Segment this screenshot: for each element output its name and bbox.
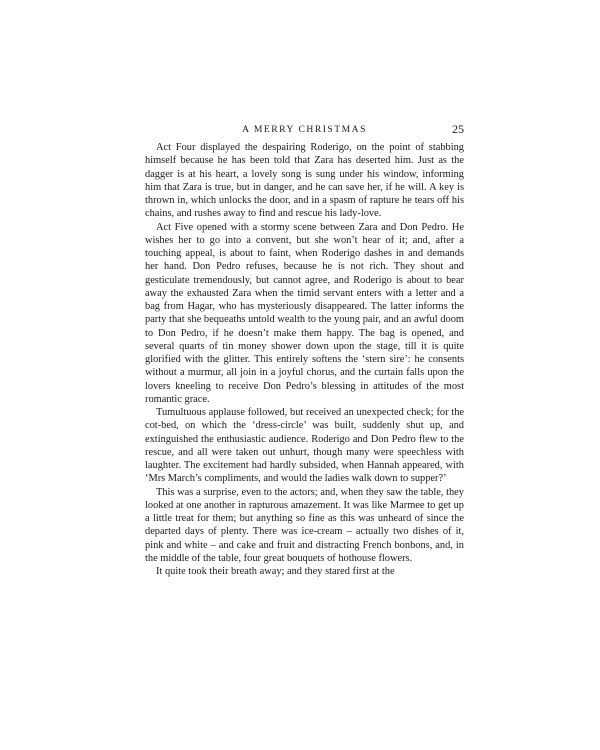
- running-title: A MERRY CHRISTMAS: [242, 124, 367, 135]
- page-number: 25: [452, 122, 464, 136]
- book-page: [145, 122, 464, 578]
- body-text: [145, 141, 464, 578]
- running-head: [145, 122, 464, 138]
- paragraph-breath-away: It quite took their breath away; and they stared first at the: [156, 566, 395, 577]
- paragraph-act-five: Act Five opened with a stormy scene between Zara and Don Pedro. He wishes her to go into a convent, but she won’t hear of it; and, after a touching appeal, is about to faint, when Roderigo dashes in and demands her hand. Don Pedro refuses, because he is not rich. They shout and gesticulate tremendously, but cannot agree, and Roderigo is about to bear away the exhausted Zara when the timid servant enters with a letter and a bag from Hagar, who has mysteriously disappeared. The latter informs the party that she bequeaths untold wealth to the young pair, and an awful doom to Don Pedro, if he doesn’t make them happy. The bag is opened, and several quarts of tin money shower down upon the stage, till it is quite glorified with the glitter. This entirely softens the ‘stern sire’: he consents without a murmur, all join in a joyful chorus, and the curtain falls upon the lovers kneeling to receive Don Pedro’s blessing in attitudes of the most romantic grace.: [145, 221, 464, 405]
- paragraph-applause: Tumultuous applause followed, but received an unexpected check; for the cot-bed, on which the ‘dress-circle’ was built, suddenly shut up, and extinguished the enthusiastic audience. Roderigo and Don Pedro flew to the rescue, and all were taken out unhurt, though many were speechless with laughter. The excitement had hardly subsided, when Hannah appeared, with ‘Mrs March’s compliments, and would the ladies walk down to supper?’: [145, 407, 464, 485]
- paragraph-act-four: Act Four displayed the despairing Roderigo, on the point of stabbing himself because he has been told that Zara has deserted him. Just as the dagger is at his heart, a lovely song is sung under his window, informing him that Zara is true, but in danger, and he can save her, if he will. A key is thrown in, which unlocks the door, and in a spasm of rapture he tears off his chains, and rushes away to find and rescue his lady-love.: [145, 142, 464, 220]
- paragraph-supper-surprise: This was a surprise, even to the actors; and, when they saw the table, they looked at one another in rapturous amazement. It was like Marmee to get up a little treat for them; but anything so fine as this was unheard of since the departed days of plenty. There was ice-cream – actually two dishes of it, pink and white – and cake and fruit and distracting French bonbons, and, in the middle of the table, four great bouquets of hothouse flowers.: [145, 486, 464, 564]
